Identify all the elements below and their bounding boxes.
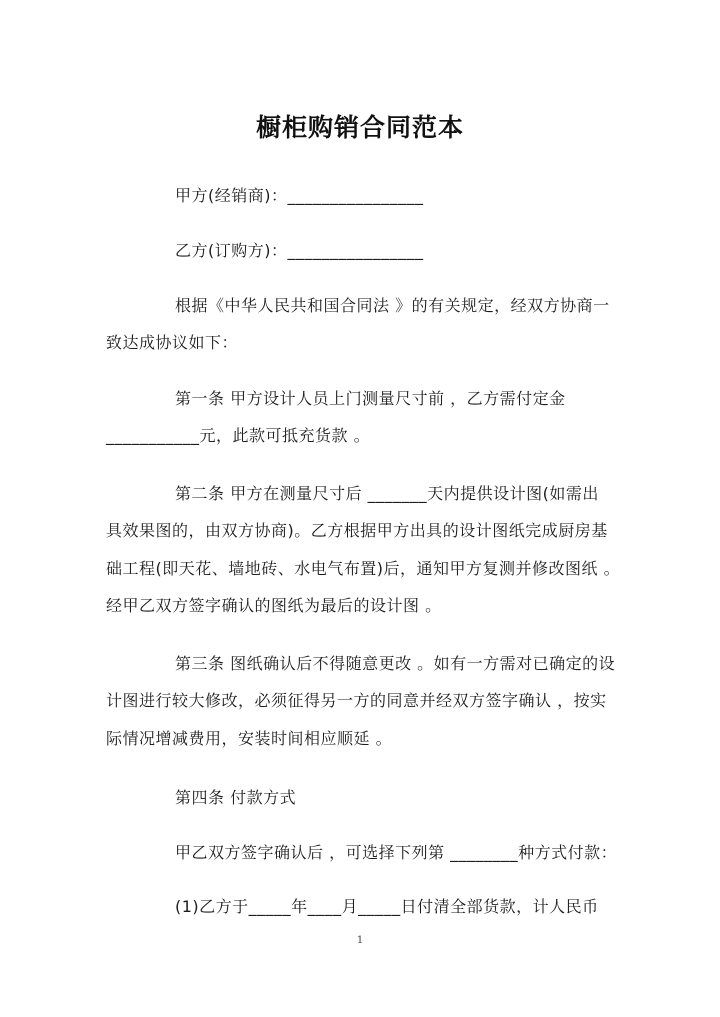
preamble-line-2: 致达成协议如下： [106, 333, 239, 352]
article-3-line-3: 际情况增减费用，安装时间相应顺延 。 [106, 729, 393, 748]
article-1-line-1: 第一条 甲方设计人员上门测量尺寸前 ，乙方需付定金 [175, 389, 566, 408]
article-3-line-2: 计图进行较大修改，必须征得另一方的同意并经双方签字确认 ，按实 [106, 691, 607, 710]
article-2-line-4: 经甲乙双方签字确认的图纸为最后的设计图 。 [106, 596, 442, 615]
article-1-line-2: ___________元，此款可抵充货款 。 [106, 426, 371, 445]
party-a-line: 甲方(经销商)：________________ [175, 186, 424, 205]
article-4-intro: 甲乙双方签字确认后 ，可选择下列第 ________种方式付款： [175, 843, 618, 862]
article-3-line-1: 第三条 图纸确认后不得随意更改 。如有一方需对已确定的设 [175, 654, 616, 673]
party-b-line: 乙方(订购方)：________________ [175, 241, 424, 260]
article-2-line-3: 础工程(即天花、墙地砖、水电气布置)后，通知甲方复测并修改图纸 。 [106, 559, 621, 578]
preamble-line-1: 根据《中华人民共和国合同法 》的有关规定，经双方协商一 [175, 296, 610, 315]
article-4-heading: 第四条 付款方式 [175, 788, 297, 807]
article-2-line-1: 第二条 甲方在测量尺寸后 _______天内提供设计图(如需出 [175, 484, 599, 503]
page-number: 1 [356, 935, 364, 946]
document-title: 橱柜购销合同范本 [255, 113, 464, 142]
article-4-option-1: (1)乙方于_____年____月_____日付清全部货款，计人民币 [175, 897, 599, 916]
article-2-line-2: 具效果图的，由双方协商)。乙方根据甲方出具的设计图纸完成厨房基 [106, 521, 608, 540]
